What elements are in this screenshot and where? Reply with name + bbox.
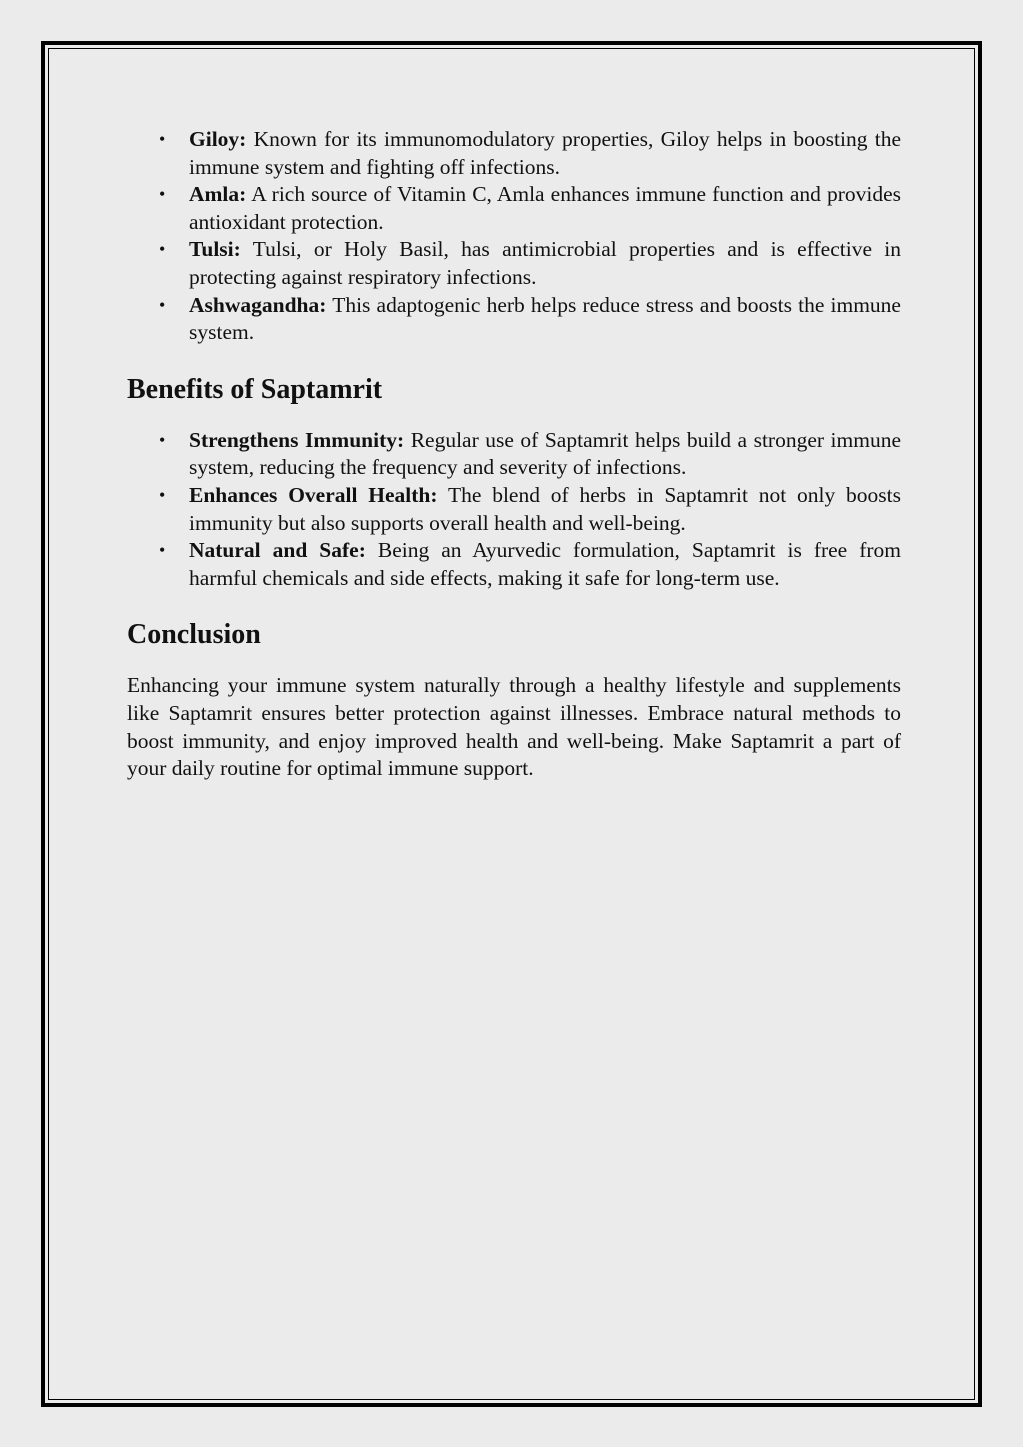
list-item — [127, 292, 901, 347]
item-text: Being an Ayurvedic formulation, Saptamrit is free from harmful chemicals and side effects, making it safe for long-term use. — [189, 538, 901, 590]
item-text: The blend of herbs in Saptamrit not only boosts immunity but also supports overall health and well-being. — [189, 482, 901, 535]
list-item — [127, 181, 901, 236]
item-term: Giloy: — [189, 127, 247, 151]
list-item — [127, 126, 901, 181]
conclusion-paragraph: Enhancing your immune system naturally through a healthy lifestyle and supplements like Saptamrit ensures better protection against illnesses. Embrace natural methods to boost immunity, and enjoy improved health and well-being. Make Saptamrit a part of your daily routine for optimal immune support. — [127, 673, 901, 781]
item-term: Tulsi: — [189, 237, 241, 262]
bullet-icon: • — [159, 429, 166, 450]
bullet-icon: • — [159, 540, 166, 561]
list-item — [127, 236, 901, 291]
page-content — [127, 126, 901, 783]
item-term: Enhances Overall Health: — [189, 482, 438, 507]
list-item — [127, 427, 901, 482]
item-text: A rich source of Vitamin C, Amla enhances immune function and provides antioxidant protection. — [189, 182, 901, 234]
bullet-icon: • — [159, 239, 166, 260]
item-term: Strengthens Immunity: — [189, 427, 405, 452]
item-term: Ashwagandha: — [189, 292, 327, 317]
item-text: This adaptogenic herb helps reduce stress and boosts the immune system. — [189, 292, 901, 345]
bullet-icon: • — [159, 184, 166, 205]
bullet-icon: • — [159, 484, 166, 505]
item-text: Tulsi, or Holy Basil, has antimicrobial properties and is effective in protecting against respiratory infections. — [189, 237, 901, 289]
section-heading-conclusion: Conclusion — [127, 619, 261, 651]
item-text: Regular use of Saptamrit helps build a stronger immune system, reducing the frequency and severity of infections. — [189, 427, 902, 480]
bullet-icon: • — [159, 129, 166, 149]
benefits-list — [127, 427, 901, 593]
document-page — [41, 41, 982, 1407]
section-heading-benefits: Benefits of Saptamrit — [127, 373, 383, 405]
item-term: Natural and Safe: — [189, 538, 366, 563]
list-item — [127, 482, 901, 537]
bullet-icon: • — [159, 294, 166, 315]
list-item — [127, 537, 901, 592]
item-term: Amla: — [189, 182, 247, 207]
herb-list — [127, 126, 901, 347]
item-text: Known for its immunomodulatory properties, Giloy helps in boosting the immune system and fighting off infections. — [189, 127, 902, 179]
